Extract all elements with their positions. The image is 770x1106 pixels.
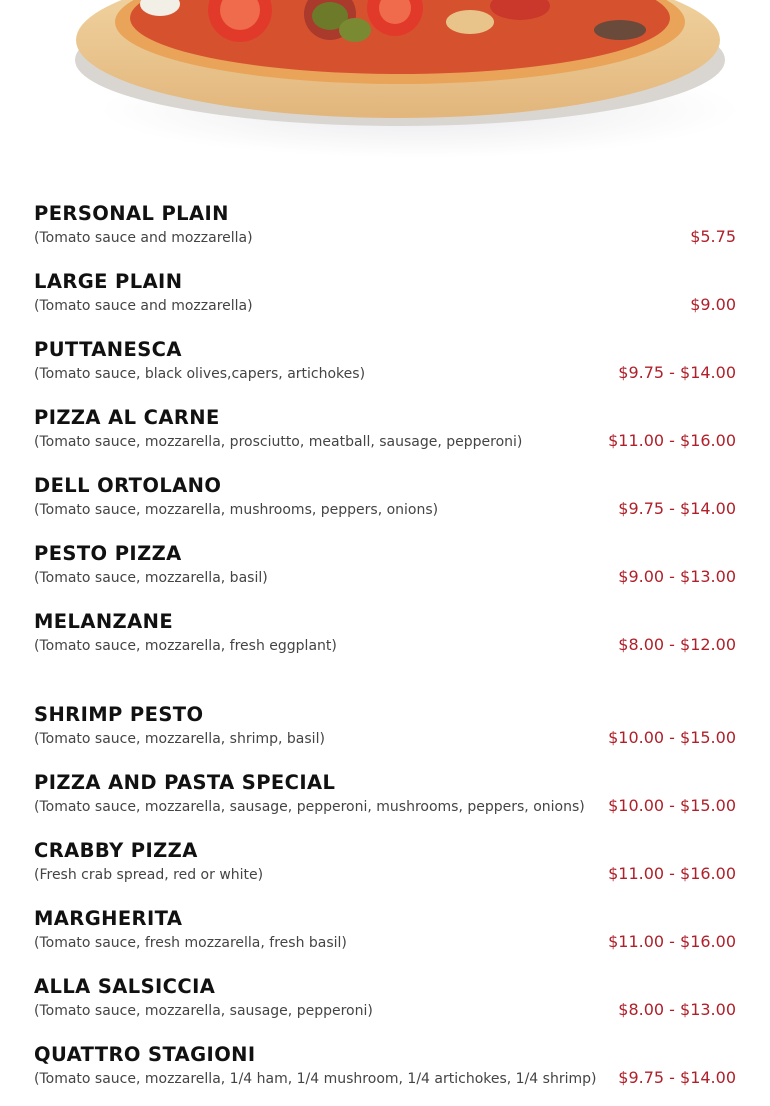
menu-item bbox=[34, 839, 736, 891]
item-description: (Tomato sauce, mozzarella, sausage, pepperoni, mushrooms, peppers, onions) bbox=[34, 799, 585, 815]
item-price: $9.00 bbox=[690, 295, 736, 314]
item-price: $9.00 - $13.00 bbox=[618, 567, 736, 586]
menu-item bbox=[34, 907, 736, 959]
item-name: PIZZA AND PASTA SPECIAL bbox=[34, 771, 336, 794]
item-description: (Tomato sauce, mozzarella, mushrooms, peppers, onions) bbox=[34, 502, 439, 518]
item-price: $9.75 - $14.00 bbox=[618, 499, 736, 518]
pizza-photo bbox=[0, 0, 770, 158]
item-description: (Tomato sauce, mozzarella, 1/4 ham, 1/4 mushroom, 1/4 artichokes, 1/4 shrimp) bbox=[34, 1071, 597, 1087]
menu-item bbox=[34, 270, 736, 322]
item-name: PIZZA AL CARNE bbox=[34, 406, 220, 429]
item-name: PUTTANESCA bbox=[34, 338, 182, 361]
menu-item bbox=[34, 474, 736, 526]
item-price: $11.00 - $16.00 bbox=[608, 864, 736, 883]
item-description: (Tomato sauce, fresh mozzarella, fresh basil) bbox=[34, 935, 347, 951]
item-description: (Tomato sauce, black olives,capers, artichokes) bbox=[34, 366, 366, 382]
item-price: $11.00 - $16.00 bbox=[608, 932, 736, 951]
item-price: $9.75 - $14.00 bbox=[618, 1068, 736, 1087]
item-name: ALLA SALSICCIA bbox=[34, 975, 216, 998]
menu-item bbox=[34, 703, 736, 755]
menu-item bbox=[34, 542, 736, 594]
item-name: CRABBY PIZZA bbox=[34, 839, 198, 862]
item-price: $11.00 - $16.00 bbox=[608, 431, 736, 450]
item-name: DELL ORTOLANO bbox=[34, 474, 222, 497]
menu-item bbox=[34, 771, 736, 823]
item-name: PESTO PIZZA bbox=[34, 542, 182, 565]
item-description: (Tomato sauce, mozzarella, prosciutto, meatball, sausage, pepperoni) bbox=[34, 434, 523, 450]
menu-item bbox=[34, 202, 736, 254]
item-price: $10.00 - $15.00 bbox=[608, 796, 736, 815]
menu-item bbox=[34, 406, 736, 458]
item-name: PERSONAL PLAIN bbox=[34, 202, 229, 225]
item-name: MELANZANE bbox=[34, 610, 174, 633]
item-price: $8.00 - $12.00 bbox=[618, 635, 736, 654]
item-price: $9.75 - $14.00 bbox=[618, 363, 736, 382]
item-name: MARGHERITA bbox=[34, 907, 183, 930]
item-price: $8.00 - $13.00 bbox=[618, 1000, 736, 1019]
item-description: (Tomato sauce, mozzarella, sausage, pepperoni) bbox=[34, 1003, 373, 1019]
item-description: (Tomato sauce, mozzarella, basil) bbox=[34, 570, 268, 586]
item-description: (Fresh crab spread, red or white) bbox=[34, 867, 264, 883]
item-description: (Tomato sauce and mozzarella) bbox=[34, 230, 253, 246]
item-description: (Tomato sauce, mozzarella, shrimp, basil) bbox=[34, 731, 325, 747]
item-name: LARGE PLAIN bbox=[34, 270, 183, 293]
menu-item bbox=[34, 610, 736, 662]
menu-item bbox=[34, 1043, 736, 1095]
item-description: (Tomato sauce, mozzarella, fresh eggplant) bbox=[34, 638, 337, 654]
menu-item bbox=[34, 975, 736, 1027]
item-name: SHRIMP PESTO bbox=[34, 703, 204, 726]
item-price: $10.00 - $15.00 bbox=[608, 728, 736, 747]
menu-item bbox=[34, 338, 736, 390]
item-description: (Tomato sauce and mozzarella) bbox=[34, 298, 253, 314]
item-price: $5.75 bbox=[690, 227, 736, 246]
item-name: QUATTRO STAGIONI bbox=[34, 1043, 256, 1066]
